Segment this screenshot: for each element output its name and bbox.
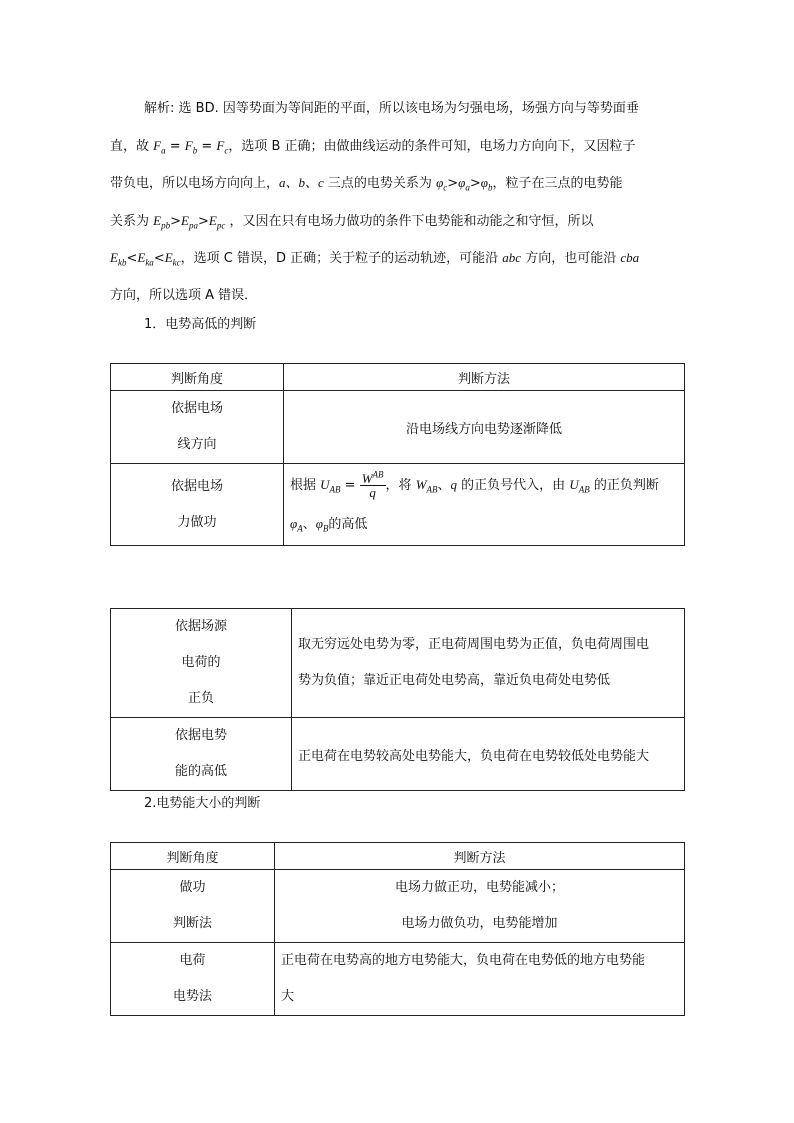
table-row	[111, 870, 685, 943]
analysis-line-1: 解析: 选 BD. 因等势面为等间距的平面，所以该电场为匀强电场，场强方向与等势面垂	[144, 101, 639, 116]
header-method: 判断方法	[284, 364, 685, 391]
angle-cell: 依据场源 电荷的 正负	[111, 609, 292, 718]
angle-cell: 电荷 电势法	[111, 943, 275, 1016]
section1-title: 1．电势高低的判断	[144, 317, 257, 332]
angle-cell: 做功 判断法	[111, 870, 275, 943]
table-row	[111, 391, 685, 464]
header-angle: 判断角度	[111, 843, 275, 870]
header-method: 判断方法	[275, 843, 685, 870]
method-cell: 取无穷远处电势为零，正电荷周围电势为正值，负电荷周围电 势为负值；靠近正电荷处电势高，靠近负电荷处电势低	[292, 609, 685, 718]
angle-cell: 依据电场 力做功	[111, 464, 284, 546]
angle-cell: 依据电场 线方向	[111, 391, 284, 464]
table-header-row	[111, 364, 685, 391]
angle-cell: 依据电势 能的高低	[111, 718, 292, 791]
potential-level-table	[110, 363, 685, 546]
table-header-row	[111, 843, 685, 870]
analysis-line-6: 方向，所以选项 A 错误．	[110, 287, 258, 303]
method-cell: 正电荷在电势高的地方电势能大，负电荷在电势低的地方电势能 大	[275, 943, 685, 1016]
analysis-paragraph	[110, 91, 688, 315]
table-row	[111, 464, 685, 546]
header-angle: 判断角度	[111, 364, 284, 391]
section2-title: 2.电势能大小的判断	[144, 796, 261, 811]
table-row	[111, 718, 685, 791]
table-row	[111, 943, 685, 1016]
analysis-line-4: 关系为 $E_{pb}>E_{pa}>E_{pc}$ ，又因在只有电场力做功的条件下电势能和动能之和守恒，所以	[110, 212, 594, 231]
method-cell: 正电荷在电势较高处电势能大，负电荷在电势较低处电势能大	[292, 718, 685, 791]
potential-energy-table	[110, 842, 685, 1016]
analysis-line-3: 带负电，所以电场方向向上，a、b、c 三点的电势关系为 $\varphi_c>\varphi_a>\varphi_b$，粒子在三点的电势能	[110, 175, 623, 193]
potential-level-table-continued	[110, 608, 685, 791]
method-cell: 沿电场线方向电势逐渐降低	[284, 391, 685, 464]
table-row	[111, 609, 685, 718]
fraction-w-over-q: $\frac{W^{AB}}{q}$	[361, 469, 384, 500]
method-cell: 根据 $U_{AB}$ = $\frac{W^{AB}}{q}$ ，将 $W_{AB}$、q 的正负号代入，由 $U_{AB}$ 的正负判断 $\varphi_A$、$\varphi_B$的高低	[284, 464, 685, 546]
analysis-line-5: $E_{kb}<E_{ka}<E_{kc}$，选项 C 错误，D 正确；关于粒子的运动轨迹，可能沿 abc 方向，也可能沿 cba	[110, 250, 640, 268]
analysis-line-2: 直，故 $F_a = F_b = F_c$，选项 B 正确；由做曲线运动的条件可知，电场力方向向下，又因粒子	[110, 137, 636, 156]
method-cell: 电场力做正功，电势能减小； 电场力做负功，电势能增加	[275, 870, 685, 943]
